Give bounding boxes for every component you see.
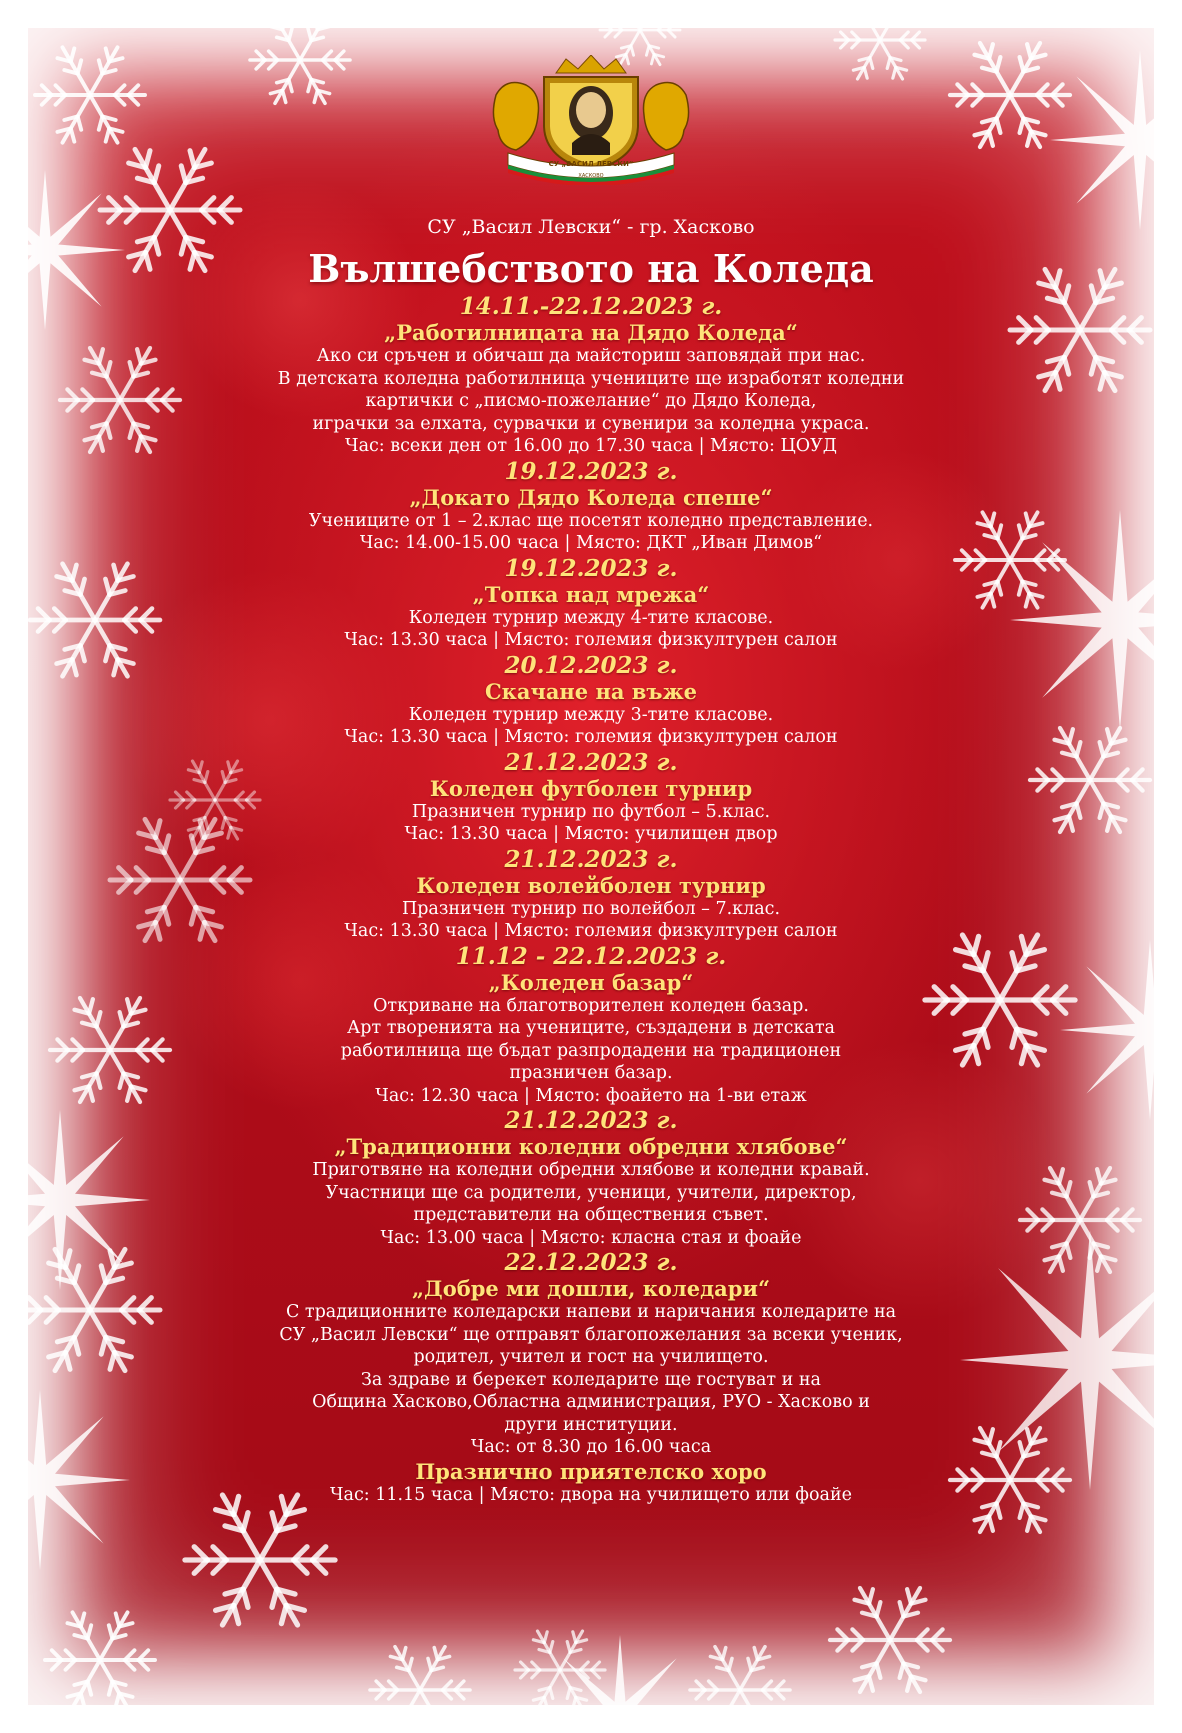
event-block [230, 846, 952, 943]
event-date: 21.12.2023 г. [504, 748, 678, 776]
event-description-line: Празничен турнир по волейбол – 7.клас. [401, 898, 781, 919]
school-name: СУ „Васил Левски“ - гр. Хасково [427, 216, 755, 238]
event-date: 21.12.2023 г. [504, 1107, 678, 1134]
event-description-line: празничен базар. [509, 1063, 673, 1083]
snowflake-icon [370, 1647, 470, 1733]
logo-city-text: ХАСКОВО [578, 173, 604, 179]
school-logo [486, 55, 696, 185]
snowflake-icon [690, 1647, 790, 1733]
event-block [230, 293, 952, 458]
event-description-line: С традиционните коледарски напеви и наричания коледарите на [285, 1302, 897, 1322]
snowflake-icon [30, 564, 160, 677]
event-date: 22.12.2023 г. [504, 1249, 678, 1276]
event-block [230, 1249, 952, 1459]
snowflake-icon [515, 1631, 605, 1709]
snowflake-icon [45, 1612, 155, 1707]
event-date: 21.12.2023 г. [504, 845, 678, 873]
event-description-line: Коледен турнир между 3-тите класове. [408, 704, 774, 725]
event-title: „Добре ми дошли, коледари“ [411, 1276, 771, 1301]
event-block [230, 749, 952, 846]
event-date: 19.12.2023 г. [504, 554, 678, 582]
snowflake-icon [955, 512, 1065, 607]
event-block [230, 1107, 952, 1249]
event-title: Коледен футболен турнир [429, 775, 753, 801]
event-description-line: Коледен турнир между 4-тите класове. [408, 607, 774, 628]
starburst-icon [0, 1390, 130, 1570]
event-date: 19.12.2023 г. [504, 457, 678, 485]
snowflake-icon [100, 149, 240, 270]
event-title: Коледен волейболен турнир [416, 872, 766, 898]
event-description-line: играчки за елхата, сурвачки и сувенири за коледна украса. [312, 413, 870, 434]
event-description-line: Час: 13.00 часа | Място: класна стая и фоайе [380, 1227, 802, 1248]
event-description-line: Арт творенията на учениците, създадени в детската [347, 1018, 835, 1038]
event-date: 11.12 - 22.12.2023 г. [455, 942, 727, 970]
event-description-line: работилница ще бъдат разпродадени на традиционен [340, 1040, 842, 1061]
snowflake-icon [50, 998, 170, 1102]
event-title: Скачане на въже [484, 678, 698, 704]
event-description-line: Приготвяне на коледни обредни хлябове и коледни кравай. [312, 1160, 870, 1180]
event-title: „Традиционни коледни обредни хлябове“ [334, 1134, 848, 1159]
event-block [230, 652, 952, 749]
page-title: Вълшебството на Коледа [308, 246, 874, 291]
snowflake-icon [830, 1588, 950, 1692]
event-description-line: Час: от 8.30 до 16.00 часа [470, 1437, 712, 1457]
event-title: „Коледен базар“ [488, 969, 694, 995]
snowflake-icon [950, 43, 1070, 147]
snowflake-icon [1020, 1168, 1140, 1272]
event-description-line: Празничен турнир по футбол – 5.клас. [411, 801, 771, 822]
event-title: „Работилницата на Дядо Коледа“ [384, 320, 798, 345]
snowflake-icon [60, 348, 180, 452]
event-description-line: Час: всеки ден от 16.00 до 17.30 часа | Място: ЦОУД [345, 436, 837, 456]
event-description-line: В детската коледна работилница учениците ще изработят коледни [277, 368, 905, 389]
event-description-line: За здраве и берекет коледарите ще гостуват и на [361, 1369, 821, 1390]
poster-content [230, 55, 952, 1506]
starburst-icon [1050, 50, 1182, 230]
snowflake-icon [185, 1495, 335, 1625]
event-description-line: Община Хасково,Областна администрация, РУО - Хасково и [312, 1392, 870, 1412]
starburst-icon [1060, 940, 1182, 1120]
starburst-icon [540, 1635, 700, 1733]
starburst-icon [0, 170, 125, 330]
event-description-line: други институции. [504, 1414, 678, 1435]
event-description-line: Учениците от 1 – 2.клас ще посетят коледно представление. [308, 510, 874, 531]
event-description-line: Час: 13.30 часа | Място: големия физкултурен салон [344, 727, 838, 747]
event-description-line: Час: 11.15 часа | Място: двора на училището или фоайе [329, 1484, 852, 1505]
event-description-line: Участници ще са родители, ученици, учители, директор, [325, 1182, 857, 1203]
event-date: 14.11.-22.12.2023 г. [459, 293, 723, 320]
event-description-line: Час: 12.30 часа | Място: фоайето на 1-ви етаж [375, 1085, 807, 1106]
event-description-line: представители на обществения съвет. [413, 1205, 769, 1225]
snowflake-icon [35, 47, 145, 142]
snowflake-icon [20, 1249, 160, 1370]
event-description-line: Час: 13.30 часа | Място: големия физкултурен салон [344, 630, 838, 650]
event-description-line: картички с „писмо-пожелание“ до Дядо Коледа, [365, 391, 817, 411]
event-block [230, 555, 952, 652]
logo-banner-text: СУ „ВАСИЛ ЛЕВСКИ“ [548, 160, 634, 168]
event-description-line: СУ „Васил Левски“ ще отправят благопожелания за всеки ученик, [279, 1324, 903, 1345]
event-title: „Топка над мрежа“ [472, 581, 710, 607]
starburst-icon [1010, 510, 1182, 730]
event-title: „Докато Дядо Коледа спеше“ [409, 484, 773, 510]
snowflake-icon [950, 1428, 1070, 1532]
event-description-line: Ако си сръчен и обичаш да майсториш заповядай при нас. [316, 346, 866, 366]
event-description-line: Час: 13.30 часа | Място: училищен двор [404, 824, 778, 844]
snowflake-icon [1010, 269, 1150, 390]
event-date: 20.12.2023 г. [504, 651, 678, 679]
event-description-line: родител, учител и гост на училището. [413, 1347, 769, 1367]
event-description-line: Откриване на благотворителен коледен базар. [373, 995, 809, 1016]
event-block [230, 458, 952, 555]
event-block [230, 1459, 952, 1507]
event-description-line: Час: 13.30 часа | Място: големия физкултурен салон [344, 921, 838, 941]
snowflake-icon [1030, 728, 1150, 832]
event-list [230, 293, 952, 1506]
event-description-line: Час: 14.00-15.00 часа | Място: ДКТ „Иван Димов“ [359, 533, 823, 553]
event-block [230, 943, 952, 1108]
event-title: Празнично приятелско хоро [415, 1458, 767, 1484]
